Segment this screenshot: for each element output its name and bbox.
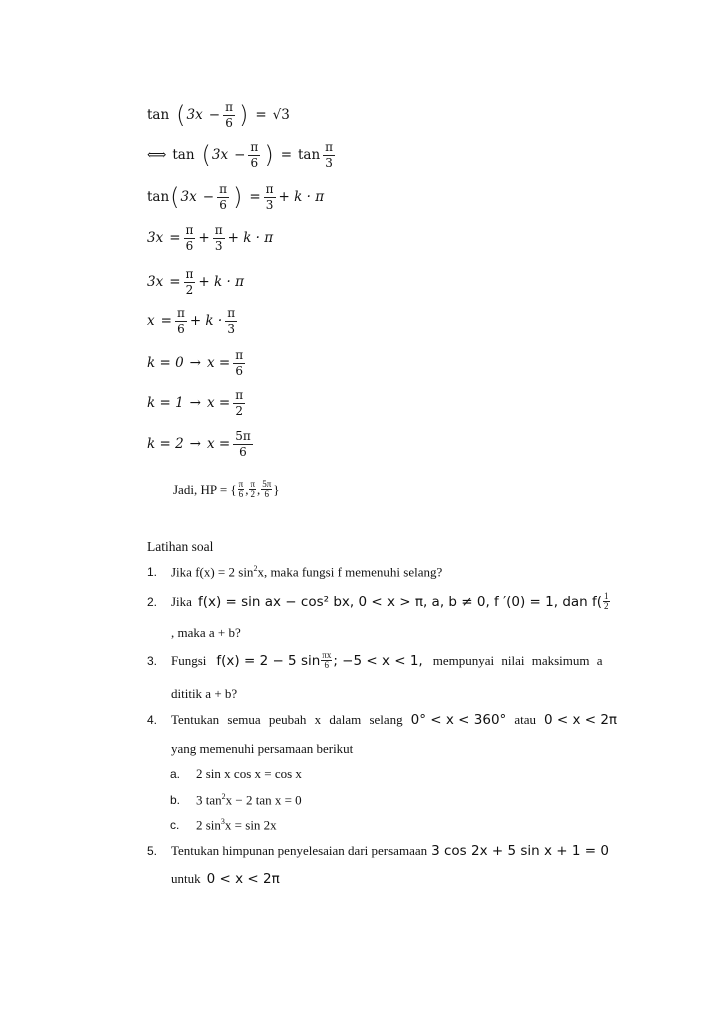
equals: = — [160, 313, 172, 330]
exercise-heading: Latihan soal — [147, 539, 214, 554]
question-2-cont: , maka a + b? — [171, 625, 241, 640]
arrow: → — [189, 436, 201, 453]
question-text: Jika f(x) = 2 sin — [171, 564, 254, 580]
equals: = — [280, 147, 292, 164]
solution-fraction-2 — [249, 480, 256, 499]
minus: − — [234, 147, 246, 164]
formula-fraction — [321, 651, 332, 670]
fraction — [233, 349, 245, 377]
equals: = — [255, 107, 267, 124]
denominator: 6 — [250, 155, 259, 170]
denominator: 2 — [250, 489, 255, 499]
comma: , — [257, 481, 261, 497]
x-equals: x = — [206, 436, 231, 453]
equals: = — [169, 274, 181, 291]
denominator: 3 — [214, 238, 223, 253]
fraction-2 — [225, 307, 237, 335]
fraction — [175, 307, 187, 335]
sub-question-c — [170, 817, 277, 833]
sub-text-cont: x − 2 tan x = 0 — [225, 792, 302, 808]
numerator: π — [250, 479, 255, 489]
question-formula-cont: 0 < x < 2π — [206, 871, 280, 887]
x-equals: x = — [206, 355, 231, 372]
k-value: k = 2 — [147, 436, 184, 453]
numerator: π — [185, 267, 194, 281]
sub-text: 3 tan — [196, 792, 222, 808]
term: x — [147, 313, 155, 330]
question-4 — [147, 712, 617, 728]
x-equals: x = — [206, 395, 231, 412]
fraction — [233, 389, 245, 417]
solution-fraction-1 — [238, 480, 245, 499]
numerator: π — [238, 479, 244, 489]
equals: = — [169, 230, 181, 247]
question-text-cont: atau — [514, 712, 536, 727]
question-3-cont: dititik a + b? — [171, 686, 238, 701]
question-formula: f(x) = 2 − 5 sin — [216, 652, 321, 669]
denominator: 3 — [325, 155, 333, 170]
question-number: 2. — [147, 594, 158, 609]
question-number: 3. — [147, 653, 158, 668]
k-value: k = 0 — [147, 355, 184, 372]
question-text: Tentukan semua peubah x dalam selang — [171, 712, 403, 727]
paren-close: ) — [264, 141, 274, 170]
iff-symbol: ⟺ — [147, 147, 167, 164]
numerator: π — [227, 306, 236, 320]
numerator: 1 — [604, 591, 609, 601]
denominator: 6 — [225, 115, 233, 130]
paren-open: ( — [170, 183, 180, 212]
question-text: Jika — [171, 593, 192, 609]
fraction — [248, 141, 260, 169]
fraction — [223, 101, 235, 129]
sub-text-cont: x = sin 2x — [224, 817, 277, 833]
numerator: π — [185, 223, 194, 237]
sub-label: a. — [170, 767, 181, 781]
sub-label: b. — [170, 793, 181, 808]
denominator: 6 — [185, 238, 194, 253]
sub-question-a — [170, 766, 302, 782]
term: 3x — [186, 107, 203, 124]
tail: + k · π — [198, 274, 244, 291]
term: 3x — [147, 274, 164, 291]
rhs: √3 — [272, 107, 290, 124]
question-formula: f(x) = sin ax − cos² bx, 0 < x > π, a, b ≠ 0, f ′(0) = 1, dan f( — [197, 593, 603, 610]
denominator: 6 — [264, 489, 270, 499]
tail: + k · π — [227, 230, 274, 247]
denominator: 3 — [265, 197, 274, 212]
fraction — [233, 430, 253, 458]
question-number: 5. — [147, 844, 158, 858]
numerator: π — [214, 223, 223, 237]
k-value: k = 1 — [147, 395, 184, 412]
denominator: 3 — [227, 321, 235, 336]
sub-text: 2 sin x cos x = cos x — [196, 766, 302, 781]
numerator: π — [176, 306, 185, 320]
numerator: 5π — [262, 479, 272, 489]
numerator: π — [235, 348, 244, 362]
fraction — [217, 183, 229, 211]
numerator: π — [265, 182, 274, 196]
question-text: Tentukan himpunan penyelesaian dari persamaan — [171, 843, 428, 858]
term: 3x — [180, 189, 197, 206]
question-3 — [147, 651, 603, 670]
question-2 — [147, 592, 611, 611]
question-formula: 0° < x < 360° — [410, 712, 507, 728]
denominator: 2 — [185, 282, 194, 297]
question-formula-2: 0 < x < 2π — [543, 712, 618, 728]
question-4-cont: yang memenuhi persamaan berikut — [171, 741, 354, 756]
solution-fraction-3 — [261, 480, 272, 499]
question-1 — [147, 564, 442, 580]
question-text: Fungsi — [171, 652, 207, 668]
paren-open: ( — [176, 101, 186, 130]
fraction-2 — [213, 224, 225, 252]
solution-label: Jadi, HP = { — [173, 481, 237, 497]
equals: = — [249, 189, 261, 206]
question-formula-cont: ; −5 < x < 1, — [333, 652, 423, 669]
sub-question-b — [170, 792, 302, 808]
arrow: → — [189, 355, 201, 372]
plus: + — [198, 230, 210, 247]
equation-step-6 — [147, 307, 240, 335]
superscript: 3 — [220, 817, 225, 826]
arrow: → — [189, 395, 201, 412]
question-5 — [147, 843, 609, 859]
denominator: 6 — [239, 444, 247, 459]
formula-fraction — [603, 592, 610, 611]
equation-step-5 — [147, 268, 244, 296]
question-5-cont — [171, 871, 280, 887]
brace-close: } — [273, 481, 280, 497]
fraction — [184, 224, 196, 252]
superscript: 2 — [253, 564, 258, 573]
sub-label: c. — [170, 818, 180, 833]
fn-tan: tan — [172, 147, 195, 164]
denominator: 2 — [604, 601, 609, 611]
equation-step-4 — [147, 224, 273, 252]
denominator: 2 — [235, 403, 243, 418]
equation-step-9 — [147, 430, 256, 458]
equation-step-3 — [147, 183, 324, 211]
fn-tan: tan — [147, 107, 170, 124]
question-number: 4. — [147, 713, 158, 727]
paren-close: ) — [232, 183, 243, 212]
numerator: π — [219, 182, 227, 196]
question-formula: 3 cos 2x + 5 sin x + 1 = 0 — [431, 843, 609, 859]
numerator: π — [250, 140, 259, 154]
question-text-cont: untuk — [171, 871, 201, 886]
comma: , — [245, 481, 249, 497]
fn-tan-2: tan — [298, 147, 321, 164]
fn-tan: tan — [147, 189, 170, 206]
numerator: π — [325, 140, 334, 154]
numerator: π — [225, 100, 233, 114]
question-text-cont: mempunyai nilai maksimum a — [432, 652, 603, 668]
paren-open: ( — [201, 141, 211, 170]
denominator: 6 — [324, 660, 330, 670]
fraction-2 — [264, 183, 276, 211]
equation-step-1 — [147, 101, 290, 129]
solution-set — [173, 480, 280, 499]
denominator: 6 — [238, 489, 244, 499]
denominator: 6 — [235, 363, 243, 378]
term: 3x — [211, 147, 229, 164]
minus: − — [202, 189, 215, 206]
fraction-2 — [323, 141, 335, 169]
equation-step-7 — [147, 349, 248, 377]
equation-step-8 — [147, 389, 248, 417]
equation-step-2 — [147, 141, 338, 169]
denominator: 6 — [177, 321, 185, 336]
superscript: 2 — [221, 792, 226, 801]
question-text-cont: x, maka fungsi f memenuhi selang? — [257, 564, 443, 580]
denominator: 6 — [219, 197, 227, 212]
sub-text: 2 sin — [196, 817, 221, 833]
paren-close: ) — [238, 101, 249, 130]
question-number: 1. — [147, 565, 158, 580]
term: 3x — [147, 230, 164, 247]
tail: + k · π — [278, 189, 325, 206]
numerator: πx — [322, 650, 332, 660]
minus: − — [208, 107, 221, 124]
numerator: 5π — [235, 429, 251, 443]
fraction — [184, 268, 196, 296]
numerator: π — [235, 388, 244, 402]
mid: + k · — [189, 313, 223, 330]
